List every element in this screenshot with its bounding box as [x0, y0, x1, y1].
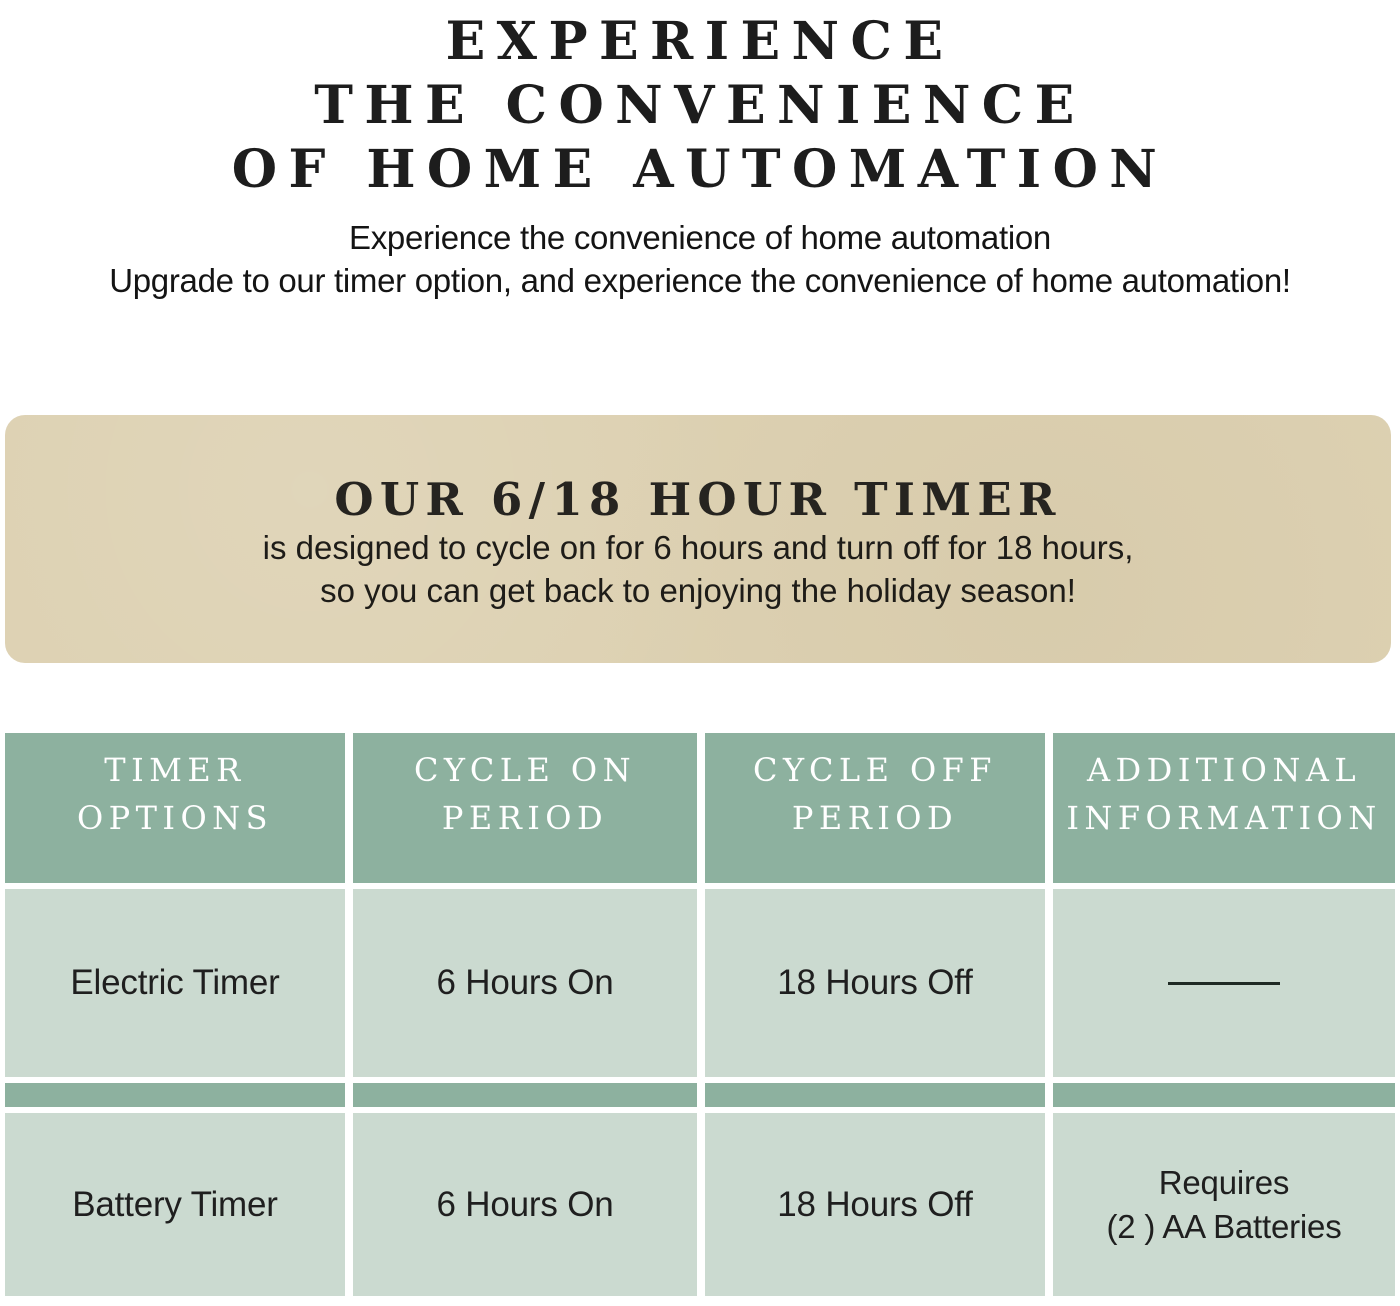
cell-electric-additional-info — [1053, 889, 1395, 1077]
intro-text — [0, 216, 1400, 302]
row-separator-segment-3 — [705, 1083, 1045, 1107]
header-additional-info-line-1: ADDITIONAL — [1086, 751, 1362, 789]
banner-line-1: is designed to cycle on for 6 hours and turn off for 18 hours, — [262, 529, 1134, 566]
header-cycle-on-line-1: CYCLE ON — [413, 751, 637, 789]
page-title — [0, 10, 1400, 202]
header-additional-info — [1053, 733, 1395, 883]
intro-line-2: Upgrade to our timer option, and experience the convenience of home automation! — [109, 262, 1291, 299]
intro-line-1: Experience the convenience of home automation — [349, 219, 1051, 256]
timer-banner — [5, 415, 1391, 663]
header-additional-info-line-2: INFORMATION — [1066, 799, 1382, 837]
cell-electric-timer: Electric Timer — [5, 889, 345, 1077]
row-separator-segment-1 — [5, 1083, 345, 1107]
header-cycle-off-line-2: PERIOD — [791, 799, 959, 837]
cell-electric-cycle-on: 6 Hours On — [353, 889, 697, 1077]
cell-battery-cycle-on: 6 Hours On — [353, 1113, 697, 1296]
no-additional-info-dash — [1168, 982, 1280, 985]
header-timer-options-line-2: OPTIONS — [77, 799, 273, 837]
title-line-1: EXPERIENCE — [445, 11, 955, 72]
timer-comparison-table — [5, 733, 1395, 1296]
header-cycle-on-line-2: PERIOD — [441, 799, 609, 837]
header-timer-options — [5, 733, 345, 883]
header-timer-options-line-1: TIMER — [104, 751, 246, 789]
banner-title: OUR 6/18 HOUR TIMER — [334, 473, 1062, 526]
cell-battery-timer: Battery Timer — [5, 1113, 345, 1296]
cell-battery-additional-info — [1053, 1113, 1395, 1296]
header-cycle-on — [353, 733, 697, 883]
header-cycle-off-line-1: CYCLE OFF — [753, 751, 997, 789]
battery-additional-info-line-1: Requires — [1158, 1163, 1290, 1201]
title-line-3: OF HOME AUTOMATION — [231, 139, 1169, 200]
header-cycle-off — [705, 733, 1045, 883]
title-line-2: THE CONVENIENCE — [314, 75, 1086, 136]
row-separator-segment-2 — [353, 1083, 697, 1107]
cell-battery-cycle-off: 18 Hours Off — [705, 1113, 1045, 1296]
row-separator-segment-4 — [1053, 1083, 1395, 1107]
battery-additional-info-line-2: (2 ) AA Batteries — [1106, 1207, 1342, 1245]
cell-electric-cycle-off: 18 Hours Off — [705, 889, 1045, 1077]
banner-line-2: so you can get back to enjoying the holiday season! — [320, 572, 1076, 609]
